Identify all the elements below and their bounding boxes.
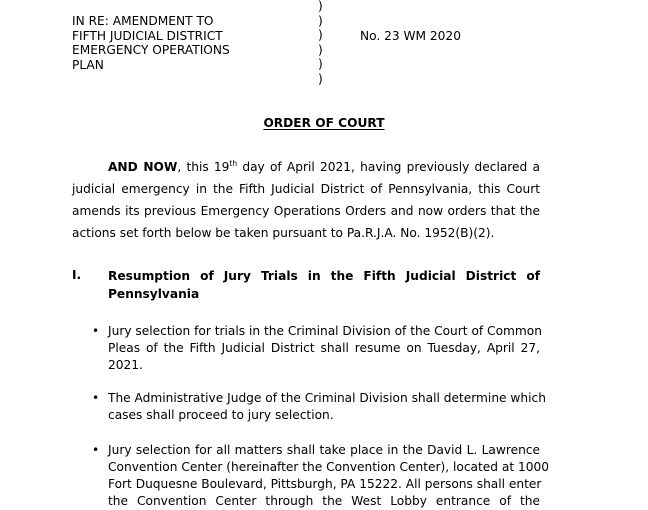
caption-line: FIFTH JUDICIAL DISTRICT: [72, 28, 223, 43]
caption-paren: ): [318, 71, 323, 86]
section-heading-line: Resumption of Jury Trials in the Fifth Judicial District of: [108, 269, 540, 283]
bullet-line: the Convention Center through the West Lobby entrance of the: [108, 494, 540, 508]
case-caption: [72, 14, 230, 72]
section-heading: [108, 268, 540, 303]
bullet-line: The Administrative Judge of the Criminal Division shall determine which: [108, 391, 546, 405]
intro-line: amends its previous Emergency Operations Orders and now orders that the: [72, 204, 540, 218]
bullet-line: Fort Duquesne Boulevard, Pittsburgh, PA 15222. All persons shall enter: [108, 477, 542, 491]
caption-paren: ): [318, 42, 323, 57]
docket-number: No. 23 WM 2020: [360, 29, 461, 43]
caption-line: EMERGENCY OPERATIONS: [72, 43, 230, 58]
section-heading-line: Pennsylvania: [108, 286, 200, 301]
caption-line: PLAN: [72, 57, 104, 72]
bullet-line: 2021.: [108, 358, 143, 372]
bullet-marker: •: [92, 391, 100, 405]
caption-line: IN RE: AMENDMENT TO: [72, 14, 214, 28]
intro-lead: AND NOW: [108, 160, 178, 174]
bullet-line: Jury selection for trials in the Criminal Division of the Court of Common: [108, 324, 542, 338]
bullet-item: [92, 323, 542, 374]
caption-parentheses: [318, 0, 323, 87]
caption-paren: ): [318, 0, 323, 13]
bullet-marker: •: [92, 443, 100, 457]
intro-text: day of April 2021, having previously declared a: [237, 160, 540, 174]
bullet-line: Convention Center (hereinafter the Convention Center), located at 1000: [108, 460, 550, 474]
intro-text: , this 19: [177, 160, 230, 174]
caption-paren: ): [318, 13, 323, 28]
intro-paragraph: [72, 156, 540, 244]
intro-line: judicial emergency in the Fifth Judicial District of Pennsylvania, this Court: [72, 182, 540, 196]
bullet-item: [92, 390, 546, 424]
bullet-item: [92, 442, 550, 510]
intro-line: [72, 156, 540, 178]
bullet-marker: •: [92, 324, 100, 338]
caption-paren: ): [318, 57, 323, 72]
bullet-line: Jury selection for all matters shall take place in the David L. Lawrence: [108, 443, 540, 457]
section-number: I.: [72, 268, 82, 282]
ordinal-suffix: th: [229, 159, 238, 168]
order-title: ORDER OF COURT: [263, 116, 385, 130]
intro-line: actions set forth below be taken pursuant to Pa.R.J.A. No. 1952(B)(2).: [72, 226, 495, 240]
bullet-line: Pleas of the Fifth Judicial District shall resume on Tuesday, April 27,: [108, 341, 540, 355]
caption-paren: ): [318, 28, 323, 43]
bullet-line: cases shall proceed to jury selection.: [108, 408, 334, 422]
